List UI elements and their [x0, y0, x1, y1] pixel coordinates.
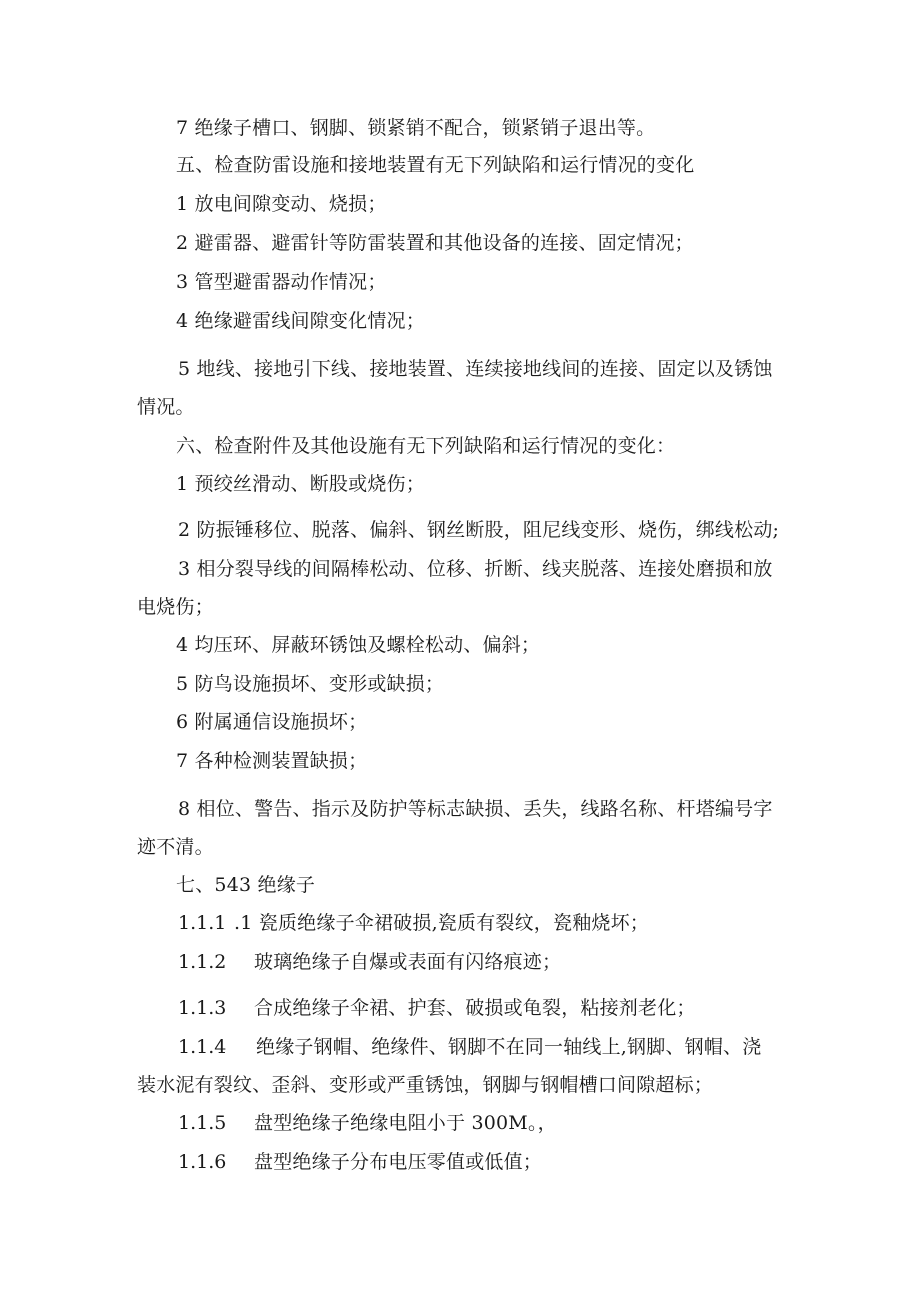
item-number: 1.1.2 [178, 951, 227, 973]
item-text: 盘型绝缘子绝缘电阻小于 300M。， [254, 1112, 557, 1134]
item-text: 盘型绝缘子分布电压零值或低值； [254, 1151, 543, 1173]
text-line: 1 预绞丝滑动、断股或烧伤； [176, 473, 425, 495]
item-text: 合成绝缘子伞裙、护套、破损或龟裂，粘接剂老化； [254, 997, 696, 1019]
section-heading: 五、检查防雷设施和接地装置有无下列缺陷和运行情况的变化 [176, 154, 695, 176]
text-line: 7 各种检测装置缺损； [176, 750, 368, 772]
text-line: 1 放电间隙变动、烧损； [176, 193, 387, 215]
item-text: .1 瓷质绝缘子伞裙破损,瓷质有裂纹，瓷釉烧坏； [234, 912, 650, 934]
text-line-continuation: 电烧伤； [137, 596, 214, 618]
text-line: 2 防振锤移位、脱落、偏斜、钢丝断股，阻尼线变形、烧伤，绑线松动; [178, 519, 780, 541]
item-text: 玻璃绝缘子自爆或表面有闪络痕迹； [254, 951, 562, 973]
item-text-continuation: 装水泥有裂纹、歪斜、变形或严重锈蚀，钢脚与钢帽槽口间隙超标； [137, 1074, 714, 1096]
text-line: 4 均压环、屏蔽环锈蚀及螺栓松动、偏斜； [176, 634, 541, 656]
text-line-continuation: 情况。 [137, 396, 195, 418]
text-line: 5 防鸟设施损坏、变形或缺损； [176, 673, 445, 695]
text-line: 4 绝缘避雷线间隙变化情况； [176, 310, 425, 332]
text-line: 8 相位、警告、指示及防护等标志缺损、丢失，线路名称、杆塔编号字 [178, 798, 773, 820]
section-heading: 七、543 绝缘子 [176, 874, 316, 896]
item-number: 1.1.1 [178, 912, 227, 934]
text-line: 2 避雷器、避雷针等防雷装置和其他设备的连接、固定情况； [176, 232, 694, 254]
text-line: 5 地线、接地引下线、接地装置、连续接地线间的连接、固定以及锈蚀 [178, 358, 773, 380]
text-line: 6 附属通信设施损坏； [176, 711, 368, 733]
text-line: 7 绝缘子槽口、钢脚、锁紧销不配合，锁紧销子退出等。 [176, 117, 656, 139]
text-line: 3 管型避雷器动作情况； [176, 271, 387, 293]
item-number: 1.1.3 [178, 997, 227, 1019]
item-number: 1.1.5 [178, 1112, 227, 1134]
item-number: 1.1.6 [178, 1151, 227, 1173]
text-line: 3 相分裂导线的间隔棒松动、位移、折断、线夹脱落、连接处磨损和放 [178, 558, 773, 580]
text-line-continuation: 迹不清。 [137, 836, 214, 858]
section-heading: 六、检查附件及其他设施有无下列缺陷和运行情况的变化： [176, 435, 676, 457]
item-text: 绝缘子钢帽、绝缘件、钢脚不在同一轴线上,钢脚、钢帽、浇 [256, 1036, 762, 1058]
item-number: 1.1.4 [178, 1036, 227, 1058]
